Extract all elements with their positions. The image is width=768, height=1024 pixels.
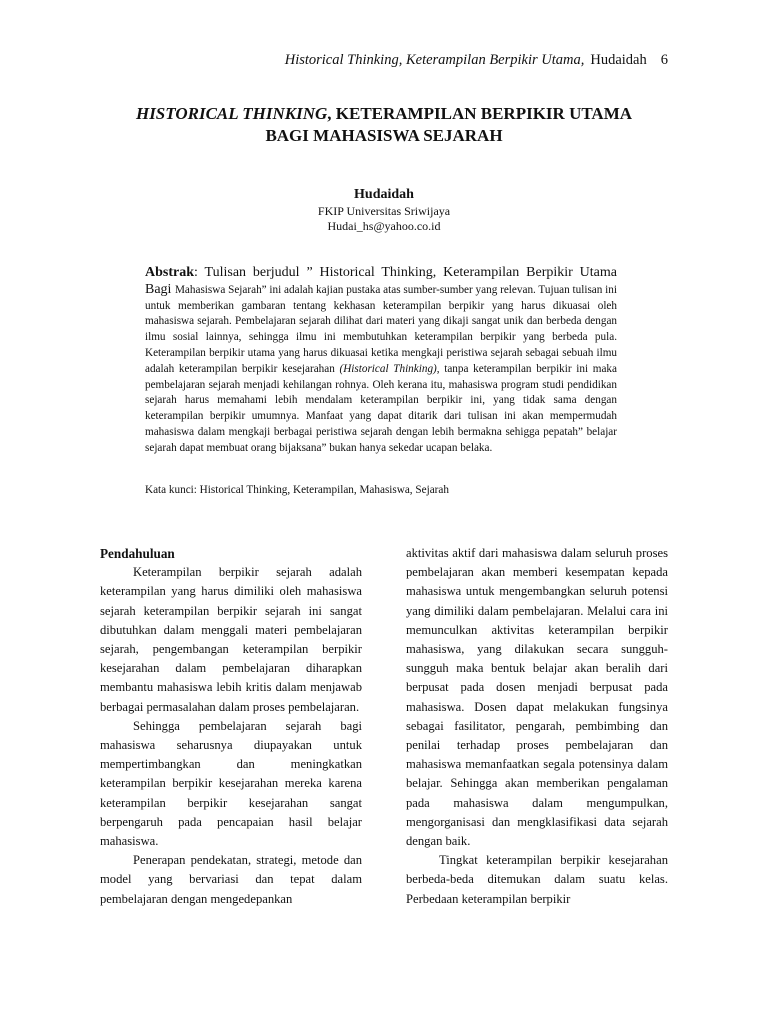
running-head-author: Hudaidah	[590, 52, 647, 68]
section-heading: Pendahuluan	[100, 546, 175, 561]
title-italic-part: HISTORICAL THINKING	[135, 104, 328, 123]
running-head-journal: Historical Thinking, Keterampilan Berpikir Utama,	[284, 52, 585, 68]
body-paragraph: Tingkat keterampilan berpikir kesejarahan berbeda-beda ditemukan dalam suatu kelas. Perbedaan keterampilan berpikir	[406, 853, 668, 906]
body-column-right	[406, 544, 668, 909]
abstract-lead: : Tulisan berjudul ” Historical Thinking, Keterampilan Berpikir Utama Bagi	[145, 265, 617, 297]
abstract-italic-term: (Historical Thinking)	[339, 362, 437, 375]
author-name: Hudaidah	[354, 187, 414, 202]
body-paragraph: Sehingga pembelajaran sejarah bagi mahasiswa seharusnya diupayakan untuk mempertimbangkan dan meningkatkan keterampilan berpikir kesejarahan mereka karena keterampilan berpikir kesejarahan sangat berpengaruh pada pencapaian hasil belajar mahasiswa.	[100, 718, 362, 849]
body-paragraph: Penerapan pendekatan, strategi, metode dan model yang bervariasi dan tepat dalam pembelajaran dengan mengedepankan	[100, 853, 362, 906]
title-line2: BAGI MAHASISWA SEJARAH	[265, 126, 503, 145]
body-column-left	[100, 544, 362, 909]
running-head	[285, 52, 668, 69]
abstract	[145, 265, 617, 457]
abstract-label: Abstrak	[145, 265, 195, 280]
author-block	[0, 186, 768, 234]
abstract-body-part1: Mahasiswa Sejarah” ini adalah kajian pustaka atas sumber-sumber yang relevan. Tujuan tulisan ini untuk memberikan gambaran tentang kekhasan keterampilan berpikir yang harus dikuasai oleh mahasiswa sejarah. Pembelajaran sejarah dilihat dari materi yang dikaji sangat unik dan berbeda dengan ilmu sosial lainnya, sehingga ilmu ini membutuhkan keterampilan berpikir yang berbeda pula. Keterampilan berpikir utama yang harus dikuasai ketika mengkaji peristiwa sejarah sebagai sebuah ilmu adalah keterampilan berpikir kesejarahan	[145, 283, 617, 375]
page-number: 6	[660, 52, 668, 68]
title-rest-line1: , KETERAMPILAN BERPIKIR UTAMA	[327, 104, 633, 123]
body-paragraph: aktivitas aktif dari mahasiswa dalam seluruh proses pembelajaran akan memberi kesempatan kepada mahasiswa untuk mengembangkan seluruh potensi yang dimiliki dalam pembelajaran. Melalui cara ini memunculkan aktivitas keterampilan berpikir mahasiswa, yang dilakukan secara sungguh-sungguh maka bentuk belajar akan beralih dari berpusat pada dosen menjadi berpusat pada mahasiswa. Dosen dapat melakukan fungsinya sebagai fasilitator, pengarah, pembimbing dan penilai terhadap proses pembelajaran dan mahasiswa memanfaatkan segala potensinya dalam belajar. Sehingga akan memberikan pengalaman pada mahasiswa dalam mengumpulkan, mengorganisasi dan mengklasifikasi data sejarah dengan baik.	[406, 546, 668, 849]
abstract-body-part2: , tanpa keterampilan berpikir ini maka pembelajaran sejarah menjadi kehilangan rohnya. Oleh kerana itu, mahasiswa program studi pendidikan sejarah harus memahami lebih mendalam keterampilan berpikir ini, yang tidak sama dengan keterampilan berpikir umumnya. Manfaat yang dapat ditarik dari tulisan ini akan mempermudah mahasiswa dalam mengkaji berbagai peristiwa sejarah dengan lebih bermakna sehigga pepatah” belajar sejarah dapat membuat orang bijaksana” bukan hanya sekedar ucapan belaka.	[145, 362, 617, 454]
author-email: Hudai_hs@yahoo.co.id	[327, 219, 441, 233]
keywords: Kata kunci: Historical Thinking, Keterampilan, Mahasiswa, Sejarah	[145, 484, 449, 496]
author-affiliation: FKIP Universitas Sriwijaya	[317, 204, 451, 218]
body-paragraph: Keterampilan berpikir sejarah adalah keterampilan yang harus dimiliki oleh mahasiswa sejarah keterampilan berpikir sejarah ini sangat dibutuhkan dalam menggali materi pembelajaran sejarah, pengembangan keterampilan berpikir kesejarahan dalam pembelajaran diharapkan membantu mahasiswa lebih kritis dalam menjawab berbagai permasalahan dalam proses pembelajaran.	[100, 565, 362, 714]
article-title	[0, 103, 768, 147]
